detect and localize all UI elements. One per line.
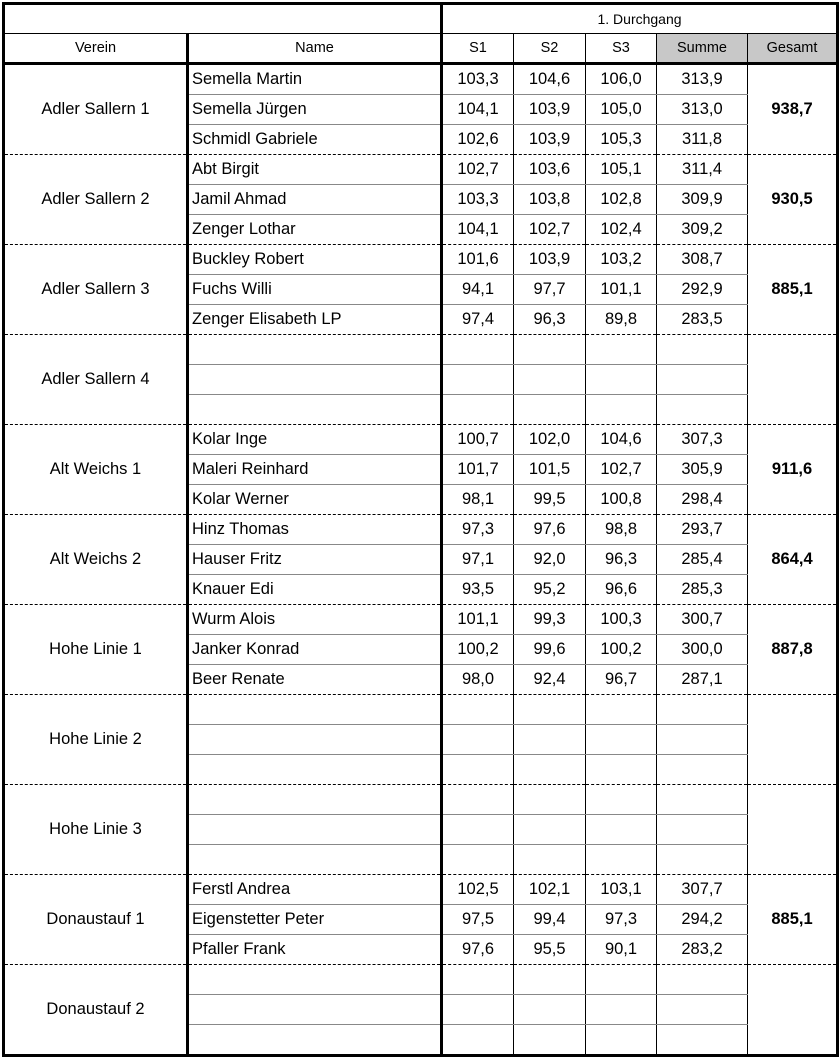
name-cell: Schmidl Gabriele [188, 125, 442, 155]
gesamt-cell [748, 335, 838, 425]
summe-cell: 311,8 [657, 125, 748, 155]
results-table [2, 2, 839, 1057]
s2-cell: 95,2 [514, 575, 586, 605]
gesamt-cell [748, 695, 838, 785]
s3-cell [586, 755, 657, 785]
s1-cell: 104,1 [442, 95, 514, 125]
s1-cell [442, 695, 514, 725]
col-header-name: Name [188, 34, 442, 64]
name-cell [188, 1025, 442, 1056]
table-row [4, 515, 838, 545]
s2-cell: 103,9 [514, 125, 586, 155]
s2-cell: 92,4 [514, 665, 586, 695]
name-cell: Pfaller Frank [188, 935, 442, 965]
s1-cell: 102,6 [442, 125, 514, 155]
s3-cell: 103,2 [586, 245, 657, 275]
s1-cell: 97,5 [442, 905, 514, 935]
table-row [4, 875, 838, 905]
s3-cell [586, 995, 657, 1025]
name-cell: Wurm Alois [188, 605, 442, 635]
s1-cell [442, 815, 514, 845]
gesamt-cell: 885,1 [748, 875, 838, 965]
s1-cell: 97,3 [442, 515, 514, 545]
summe-cell: 283,5 [657, 305, 748, 335]
table-row [4, 245, 838, 275]
s2-cell: 99,4 [514, 905, 586, 935]
verein-cell: Donaustauf 2 [4, 965, 188, 1056]
name-cell [188, 725, 442, 755]
s3-cell: 96,6 [586, 575, 657, 605]
s1-cell: 100,7 [442, 425, 514, 455]
summe-cell: 313,0 [657, 95, 748, 125]
s1-cell: 102,5 [442, 875, 514, 905]
col-header-gesamt: Gesamt [748, 34, 838, 64]
name-cell [188, 395, 442, 425]
summe-cell [657, 365, 748, 395]
s1-cell: 97,1 [442, 545, 514, 575]
summe-cell: 308,7 [657, 245, 748, 275]
s2-cell [514, 395, 586, 425]
name-cell: Abt Birgit [188, 155, 442, 185]
s1-cell: 103,3 [442, 185, 514, 215]
summe-cell: 293,7 [657, 515, 748, 545]
s1-cell: 101,6 [442, 245, 514, 275]
s3-cell: 90,1 [586, 935, 657, 965]
summe-cell [657, 755, 748, 785]
s3-cell: 105,0 [586, 95, 657, 125]
name-cell [188, 815, 442, 845]
name-cell: Buckley Robert [188, 245, 442, 275]
s1-cell [442, 1025, 514, 1056]
s3-cell [586, 785, 657, 815]
s2-cell: 99,6 [514, 635, 586, 665]
s1-cell: 97,4 [442, 305, 514, 335]
s3-cell [586, 725, 657, 755]
s1-cell: 93,5 [442, 575, 514, 605]
s1-cell [442, 725, 514, 755]
table-row [4, 695, 838, 725]
col-header-s3: S3 [586, 34, 657, 64]
s2-cell: 103,9 [514, 95, 586, 125]
name-cell [188, 995, 442, 1025]
summe-cell: 309,2 [657, 215, 748, 245]
name-cell: Hinz Thomas [188, 515, 442, 545]
name-cell [188, 755, 442, 785]
s2-cell [514, 1025, 586, 1056]
name-cell: Knauer Edi [188, 575, 442, 605]
summe-cell [657, 995, 748, 1025]
name-cell: Zenger Lothar [188, 215, 442, 245]
summe-cell: 307,3 [657, 425, 748, 455]
name-cell: Maleri Reinhard [188, 455, 442, 485]
s2-cell [514, 965, 586, 995]
summe-cell: 309,9 [657, 185, 748, 215]
s3-cell [586, 1025, 657, 1056]
s3-cell: 102,8 [586, 185, 657, 215]
s2-cell: 101,5 [514, 455, 586, 485]
gesamt-cell: 864,4 [748, 515, 838, 605]
s2-cell [514, 785, 586, 815]
s2-cell: 102,0 [514, 425, 586, 455]
gesamt-cell: 887,8 [748, 605, 838, 695]
results-body [4, 64, 838, 1056]
s3-cell: 103,1 [586, 875, 657, 905]
table-row [4, 64, 838, 95]
s2-cell: 95,5 [514, 935, 586, 965]
summe-cell: 285,4 [657, 545, 748, 575]
s2-cell [514, 995, 586, 1025]
s2-cell [514, 755, 586, 785]
s3-cell: 106,0 [586, 64, 657, 95]
s2-cell [514, 845, 586, 875]
s3-cell [586, 815, 657, 845]
table-row [4, 335, 838, 365]
s3-cell: 97,3 [586, 905, 657, 935]
s3-cell [586, 845, 657, 875]
s1-cell: 94,1 [442, 275, 514, 305]
s3-cell [586, 365, 657, 395]
s1-cell [442, 335, 514, 365]
s3-cell: 101,1 [586, 275, 657, 305]
s3-cell: 104,6 [586, 425, 657, 455]
s2-cell: 99,5 [514, 485, 586, 515]
gesamt-cell: 930,5 [748, 155, 838, 245]
s1-cell: 101,1 [442, 605, 514, 635]
col-header-summe: Summe [657, 34, 748, 64]
name-cell: Zenger Elisabeth LP [188, 305, 442, 335]
gesamt-cell [748, 785, 838, 875]
name-cell [188, 845, 442, 875]
s3-cell: 96,7 [586, 665, 657, 695]
verein-cell: Adler Sallern 4 [4, 335, 188, 425]
s3-cell: 89,8 [586, 305, 657, 335]
summe-cell: 307,7 [657, 875, 748, 905]
verein-cell: Adler Sallern 2 [4, 155, 188, 245]
gesamt-cell [748, 965, 838, 1056]
col-header-s2: S2 [514, 34, 586, 64]
summe-cell [657, 845, 748, 875]
s1-cell [442, 365, 514, 395]
summe-cell: 300,0 [657, 635, 748, 665]
summe-cell: 313,9 [657, 64, 748, 95]
name-cell: Jamil Ahmad [188, 185, 442, 215]
summe-cell: 294,2 [657, 905, 748, 935]
summe-cell: 311,4 [657, 155, 748, 185]
s2-cell: 96,3 [514, 305, 586, 335]
s3-cell: 105,3 [586, 125, 657, 155]
s1-cell [442, 785, 514, 815]
s3-cell: 96,3 [586, 545, 657, 575]
summe-cell: 285,3 [657, 575, 748, 605]
s3-cell [586, 395, 657, 425]
s3-cell: 98,8 [586, 515, 657, 545]
name-cell [188, 965, 442, 995]
s2-cell: 104,6 [514, 64, 586, 95]
summe-cell: 287,1 [657, 665, 748, 695]
s2-cell [514, 815, 586, 845]
durchgang-label: 1. Durchgang [442, 4, 838, 34]
s1-cell: 101,7 [442, 455, 514, 485]
verein-cell: Alt Weichs 1 [4, 425, 188, 515]
verein-cell: Hohe Linie 3 [4, 785, 188, 875]
s3-cell [586, 695, 657, 725]
name-cell: Beer Renate [188, 665, 442, 695]
s3-cell: 102,7 [586, 455, 657, 485]
name-cell: Fuchs Willi [188, 275, 442, 305]
table-row [4, 155, 838, 185]
name-cell: Semella Martin [188, 64, 442, 95]
s2-cell: 97,7 [514, 275, 586, 305]
s3-cell [586, 335, 657, 365]
s3-cell: 100,3 [586, 605, 657, 635]
s1-cell [442, 755, 514, 785]
s2-cell: 92,0 [514, 545, 586, 575]
col-header-verein: Verein [4, 34, 188, 64]
verein-cell: Hohe Linie 2 [4, 695, 188, 785]
name-cell [188, 335, 442, 365]
verein-cell: Alt Weichs 2 [4, 515, 188, 605]
table-row [4, 965, 838, 995]
verein-cell: Adler Sallern 1 [4, 64, 188, 155]
table-row [4, 785, 838, 815]
s2-cell [514, 335, 586, 365]
s2-cell: 103,8 [514, 185, 586, 215]
table-row [4, 425, 838, 455]
col-header-s1: S1 [442, 34, 514, 64]
summe-cell [657, 725, 748, 755]
s1-cell: 98,1 [442, 485, 514, 515]
s2-cell [514, 725, 586, 755]
s1-cell: 104,1 [442, 215, 514, 245]
s3-cell [586, 965, 657, 995]
s1-cell [442, 995, 514, 1025]
gesamt-cell: 938,7 [748, 64, 838, 155]
s2-cell: 103,9 [514, 245, 586, 275]
s1-cell [442, 395, 514, 425]
summe-cell [657, 395, 748, 425]
s1-cell: 97,6 [442, 935, 514, 965]
summe-cell: 298,4 [657, 485, 748, 515]
s1-cell: 103,3 [442, 64, 514, 95]
name-cell: Kolar Werner [188, 485, 442, 515]
verein-cell: Adler Sallern 3 [4, 245, 188, 335]
s3-cell: 105,1 [586, 155, 657, 185]
s1-cell [442, 965, 514, 995]
s1-cell [442, 845, 514, 875]
s3-cell: 100,2 [586, 635, 657, 665]
table-row [4, 605, 838, 635]
name-cell [188, 695, 442, 725]
summe-cell: 292,9 [657, 275, 748, 305]
name-cell [188, 365, 442, 395]
gesamt-cell: 885,1 [748, 245, 838, 335]
summe-cell [657, 785, 748, 815]
verein-cell: Donaustauf 1 [4, 875, 188, 965]
s2-cell: 102,1 [514, 875, 586, 905]
name-cell [188, 785, 442, 815]
header-blank-cell [4, 4, 442, 34]
s1-cell: 100,2 [442, 635, 514, 665]
s1-cell: 102,7 [442, 155, 514, 185]
s3-cell: 100,8 [586, 485, 657, 515]
header-row-columns [4, 34, 838, 64]
name-cell: Kolar Inge [188, 425, 442, 455]
summe-cell [657, 335, 748, 365]
summe-cell [657, 965, 748, 995]
s2-cell: 103,6 [514, 155, 586, 185]
name-cell: Semella Jürgen [188, 95, 442, 125]
verein-cell: Hohe Linie 1 [4, 605, 188, 695]
s1-cell: 98,0 [442, 665, 514, 695]
gesamt-cell: 911,6 [748, 425, 838, 515]
name-cell: Ferstl Andrea [188, 875, 442, 905]
s2-cell [514, 365, 586, 395]
summe-cell: 305,9 [657, 455, 748, 485]
name-cell: Eigenstetter Peter [188, 905, 442, 935]
summe-cell [657, 815, 748, 845]
s2-cell: 97,6 [514, 515, 586, 545]
name-cell: Hauser Fritz [188, 545, 442, 575]
s3-cell: 102,4 [586, 215, 657, 245]
header-row-durchgang [4, 4, 838, 34]
summe-cell [657, 1025, 748, 1056]
summe-cell [657, 695, 748, 725]
s2-cell: 99,3 [514, 605, 586, 635]
s2-cell [514, 695, 586, 725]
name-cell: Janker Konrad [188, 635, 442, 665]
s2-cell: 102,7 [514, 215, 586, 245]
summe-cell: 283,2 [657, 935, 748, 965]
summe-cell: 300,7 [657, 605, 748, 635]
